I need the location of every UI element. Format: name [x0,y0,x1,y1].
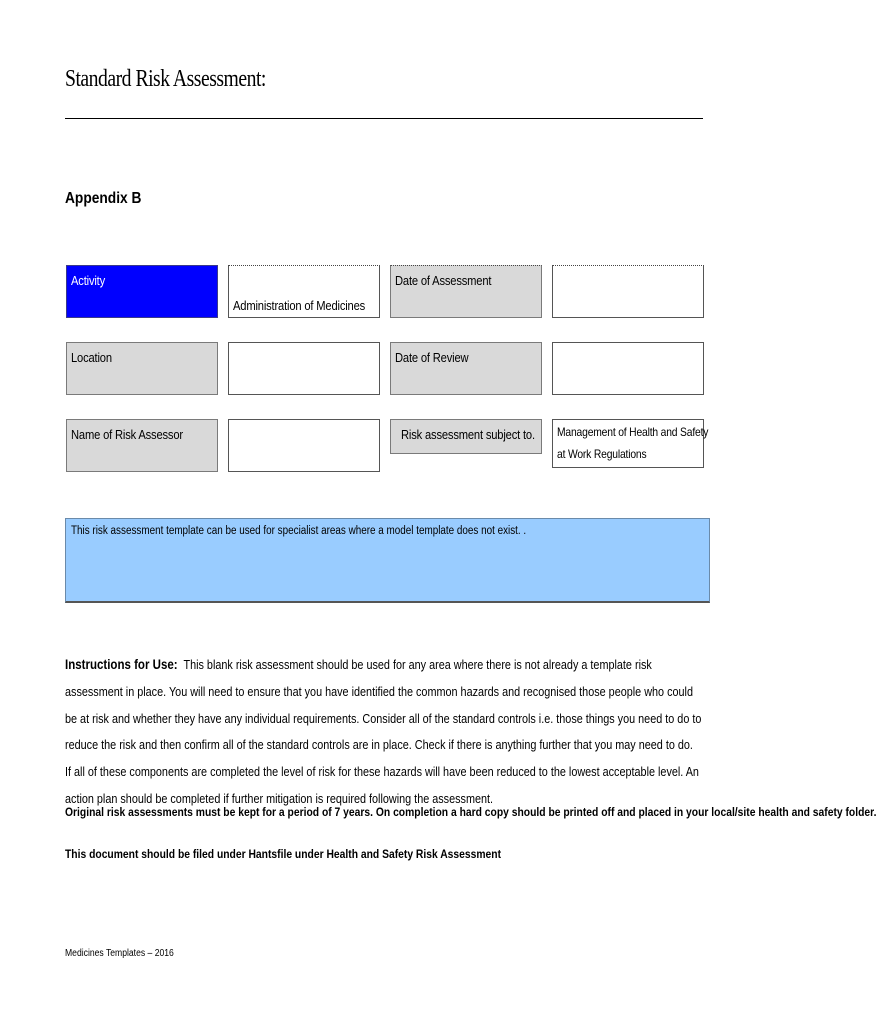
filing-notice: This document should be filed under Hantsfile under Health and Safety Risk Assessment [65,847,502,861]
location-field[interactable] [228,342,380,395]
risk-assessor-label: Name of Risk Assessor [71,427,183,442]
page-title: Standard Risk Assessment: [65,66,266,92]
activity-label: Activity [71,273,106,288]
date-of-assessment-label-cell [390,265,542,318]
location-label-cell [66,342,218,395]
template-note-text: This risk assessment template can be used for specialist areas where a model template does not exist. . [71,525,527,537]
date-of-review-label-cell [390,342,542,395]
date-of-review-label: Date of Review [395,350,469,365]
activity-field[interactable] [228,265,380,318]
date-of-assessment-field[interactable] [552,265,704,318]
title-divider [65,118,703,119]
instructions-body: This blank risk assessment should be used for any area where there is not already a template risk assessment in place. You will need to ensure that you have identified the common hazards and recognised those people who could be at risk and whether they have any individual requirements. Consider all of the standard controls i.e. those things you need to do to reduce the risk and then confirm all of the standard controls are in place. Check if there is anything further that you may need to do. If all of these components are completed the level of risk for these hazards will have been reduced to the lowest acceptable level. An action plan should be completed if further mitigation is required following the assessment. [65,658,702,806]
subject-to-value-line1: Management of Health and Safety [557,425,709,439]
instructions-heading: Instructions for Use: [65,657,178,672]
risk-assessor-field[interactable] [228,419,380,472]
retention-notice: Original risk assessments must be kept for a period of 7 years. On completion a hard copy should be printed off and placed in your local/site health and safety folder. [65,805,876,819]
subject-to-label: Risk assessment subject to. [401,427,535,442]
date-of-assessment-label: Date of Assessment [395,273,492,288]
date-of-review-field[interactable] [552,342,704,395]
subject-to-label-cell [390,419,542,454]
subject-to-value-line2: at Work Regulations [557,447,647,461]
instructions-paragraph [65,652,701,813]
activity-value: Administration of Medicines [233,298,366,313]
template-note [65,518,710,603]
subject-to-field[interactable] [552,419,709,468]
risk-assessor-label-cell [66,419,218,472]
activity-label-cell [66,265,218,318]
location-label: Location [71,350,112,365]
appendix-heading: Appendix B [65,190,142,207]
page-footer: Medicines Templates – 2016 [65,948,174,959]
